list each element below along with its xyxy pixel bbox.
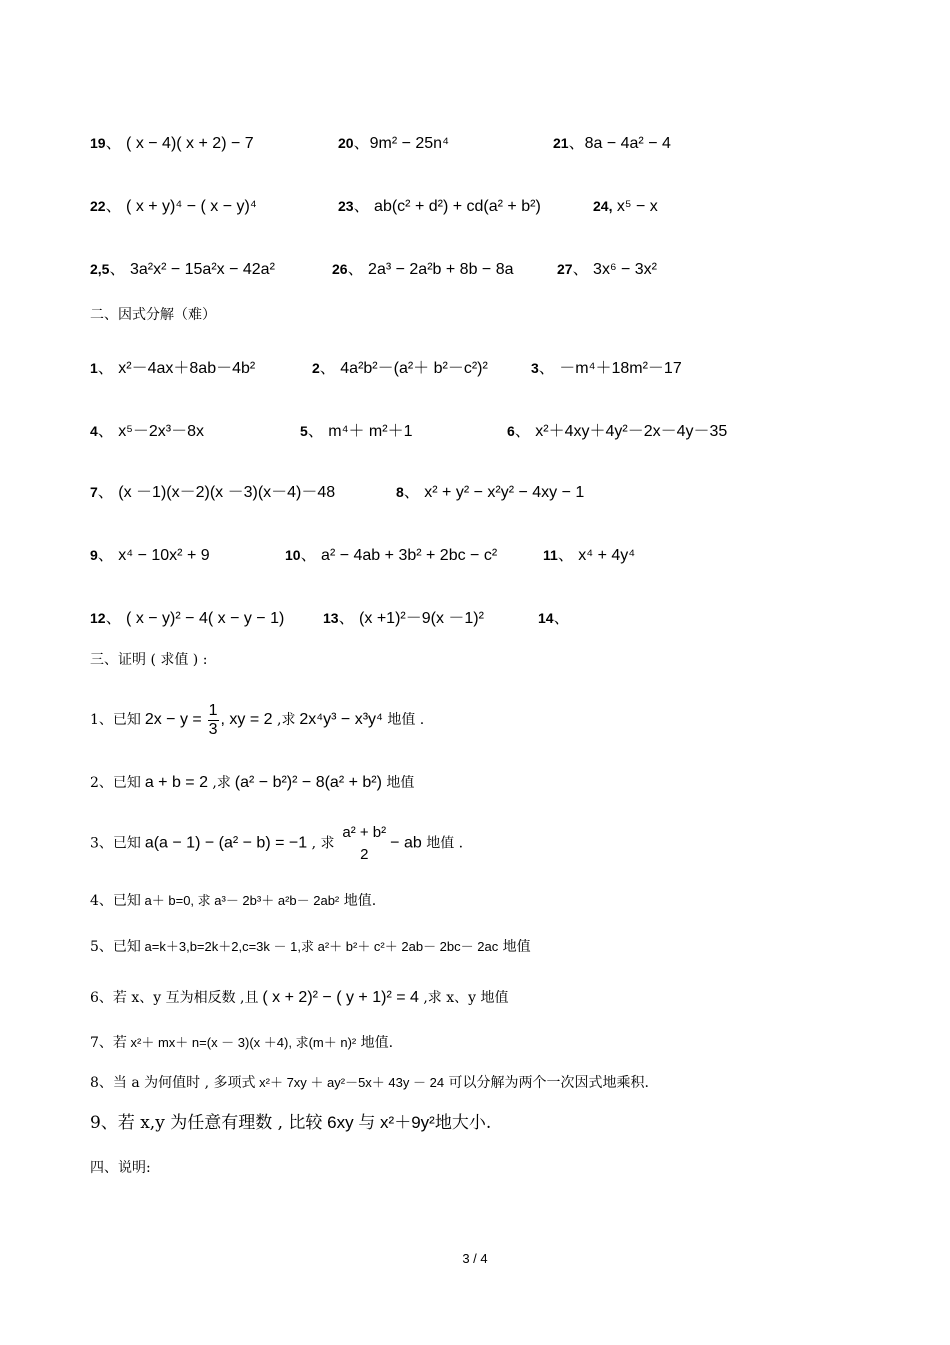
exercise-25: 2,5、 3a²x² − 15a²x − 42a²: [90, 261, 275, 278]
math-expression: a＋ b=0, 求 a³－ 2b³＋ a²b－ 2ab²: [140, 893, 340, 908]
math-expression: x²＋ mx＋ n=(x － 3)(x ＋4), 求(m＋ n)²: [126, 1035, 357, 1050]
math-expression: 4a²b²－(a²＋ b²－c²)²: [340, 360, 488, 377]
section-heading: 四、说明:: [90, 1160, 151, 1176]
math-expression: a + b = 2: [144, 774, 208, 791]
exercise-6: 6、 x²＋4xy＋4y²－2x－4y－35: [507, 423, 728, 440]
exercise-5: 5、 m⁴＋ m²＋1: [300, 423, 413, 440]
math-expression: x²－4ax＋8ab－4b²: [118, 360, 256, 377]
math-expression: x²＋4xy＋4y²－2x－4y－35: [535, 423, 728, 440]
math-expression: ( x + y)⁴ − ( x − y)⁴: [126, 198, 257, 215]
exercise-27: 27、 3x⁶ − 3x²: [557, 261, 657, 278]
math-expression: a² − 4ab + 3b² + 2bc − c²: [321, 547, 498, 564]
math-expression: ( x + 2)² − ( y + 1)² = 4: [262, 989, 419, 1006]
math-expression: (x +1)²－9(x －1)²: [359, 610, 484, 627]
math-expression: ab(c² + d²) + cd(a² + b²): [374, 198, 541, 215]
math-expression: 9m² − 25n⁴: [369, 135, 449, 152]
math-expression: 2x − y =: [144, 711, 202, 729]
fraction: $\frac{1}{3}$: [208, 702, 218, 738]
math-expression: (x －1)(x－2)(x －3)(x－4)－48: [118, 484, 336, 501]
math-expression: x² + y² − x²y² − 4xy − 1: [424, 484, 585, 501]
problem-7: 7、若 x²＋ mx＋ n=(x － 3)(x ＋4), 求(m＋ n)² 地值.: [90, 1035, 394, 1051]
exercise-10: 10、 a² − 4ab + 3b² + 2bc − c²: [285, 547, 498, 564]
math-expression: －m⁴＋18m²－17: [559, 360, 682, 377]
exercise-19: 19、 ( x − 4)( x + 2) − 7: [90, 135, 254, 152]
problem-9: 9、若 x,y 为任意有理数 , 比较 6xy 与 x²＋9y²地大小.: [90, 1113, 492, 1133]
exercise-1: 1、 x²－4ax＋8ab－4b²: [90, 360, 256, 377]
problem-4: 4、已知 a＋ b=0, 求 a³－ 2b³＋ a²b－ 2ab² 地值.: [90, 893, 377, 909]
exercise-11: 11、 x⁴ + 4y⁴: [543, 547, 636, 564]
math-expression: − ab: [390, 834, 422, 852]
math-expression: m⁴＋ m²＋1: [328, 423, 413, 440]
exercise-row: [0, 603, 950, 633]
math-expression: 3a²x² − 15a²x − 42a²: [129, 261, 275, 278]
exercise-7: 7、 (x －1)(x－2)(x －3)(x－4)－48: [90, 484, 336, 501]
math-expression: a(a − 1) − (a² − b) = −1: [144, 834, 308, 852]
section-heading: 三、证明 ( 求值 ) :: [90, 652, 208, 668]
problem-8: 8、当 a 为何值时 , 多项式 x²＋ 7xy ＋ ay²－5x＋ 43y － 24 可以分解为两个一次因式地乘积.: [90, 1075, 649, 1091]
fraction: a² + b² 2: [342, 824, 387, 863]
exercise-row: [0, 254, 950, 284]
exercise-21: 21、8a − 4a² − 4: [553, 135, 671, 152]
math-expression: 2a³ − 2a²b + 8b − 8a: [368, 261, 514, 278]
section-heading: 二、因式分解（难）: [90, 307, 216, 323]
exercise-24: 24, x⁵ − x: [593, 198, 658, 215]
problem-3: 3、已知 a(a − 1) − (a² − b) = −1 , 求 a² + b² 2 − ab 地值 .: [90, 822, 463, 866]
problem-2: 2、已知 a + b = 2 ,求 (a² − b²)² − 8(a² + b²) 地值: [90, 774, 415, 791]
math-expression: ( x − 4)( x + 2) − 7: [126, 135, 254, 152]
math-expression: (a² − b²)² − 8(a² + b²): [234, 774, 382, 791]
problem-5: 5、已知 a=k＋3,b=2k＋2,c=3k － 1,求 a²＋ b²＋ c²＋ 2ab－ 2bc－ 2ac 地值: [90, 939, 531, 955]
exercise-23: 23、 ab(c² + d²) + cd(a² + b²): [338, 198, 541, 215]
math-expression: x⁴ − 10x² + 9: [118, 547, 210, 564]
exercise-3: 3、 －m⁴＋18m²－17: [531, 360, 682, 377]
exercise-13: 13、 (x +1)²－9(x －1)²: [323, 610, 484, 627]
exercise-row: [0, 416, 950, 446]
page-number: 3 / 4: [462, 1251, 488, 1266]
exercise-22: 22、 ( x + y)⁴ − ( x − y)⁴: [90, 198, 257, 215]
math-expression: 6xy 与 x²＋9y²: [322, 1113, 435, 1132]
math-expression: , xy = 2: [220, 711, 273, 729]
math-expression: a=k＋3,b=2k＋2,c=3k － 1,求 a²＋ b²＋ c²＋ 2ab－ 2bc－ 2ac: [140, 939, 499, 954]
exercise-row: [0, 128, 950, 158]
math-expression: x⁵－2x³－8x: [118, 423, 205, 440]
exercise-14: 14、: [538, 610, 570, 627]
math-expression: 2x⁴y³ − x³y⁴: [299, 711, 383, 729]
exercise-26: 26、 2a³ − 2a²b + 8b − 8a: [332, 261, 514, 278]
math-expression: x⁴ + 4y⁴: [578, 547, 636, 564]
exercise-row: [0, 477, 950, 507]
math-expression: x²＋ 7xy ＋ ay²－5x＋ 43y － 24: [255, 1075, 445, 1090]
exercise-20: 20、9m² − 25n⁴: [338, 135, 449, 152]
math-expression: ( x − y)² − 4( x − y − 1): [126, 610, 285, 627]
problem-6: 6、若 x、y 互为相反数 ,且 ( x + 2)² − ( y + 1)² = 4 ,求 x、y 地值: [90, 989, 509, 1006]
exercise-8: 8、 x² + y² − x²y² − 4xy − 1: [396, 484, 585, 501]
problem-1: 1、已知 2x − y = $\frac{1}{3}$ , xy = 2 ,求 2x⁴y³ − x³y⁴ 地值 .: [90, 702, 425, 738]
exercise-row: [0, 540, 950, 570]
exercise-9: 9、 x⁴ − 10x² + 9: [90, 547, 210, 564]
exercise-row: [0, 353, 950, 383]
exercise-2: 2、 4a²b²－(a²＋ b²－c²)²: [312, 360, 488, 377]
exercise-12: 12、 ( x − y)² − 4( x − y − 1): [90, 610, 285, 627]
math-expression: 8a − 4a² − 4: [584, 135, 671, 152]
math-expression: x⁵ − x: [616, 198, 658, 215]
exercise-row: [0, 191, 950, 221]
math-expression: 3x⁶ − 3x²: [593, 261, 657, 278]
exercise-4: 4、 x⁵－2x³－8x: [90, 423, 205, 440]
